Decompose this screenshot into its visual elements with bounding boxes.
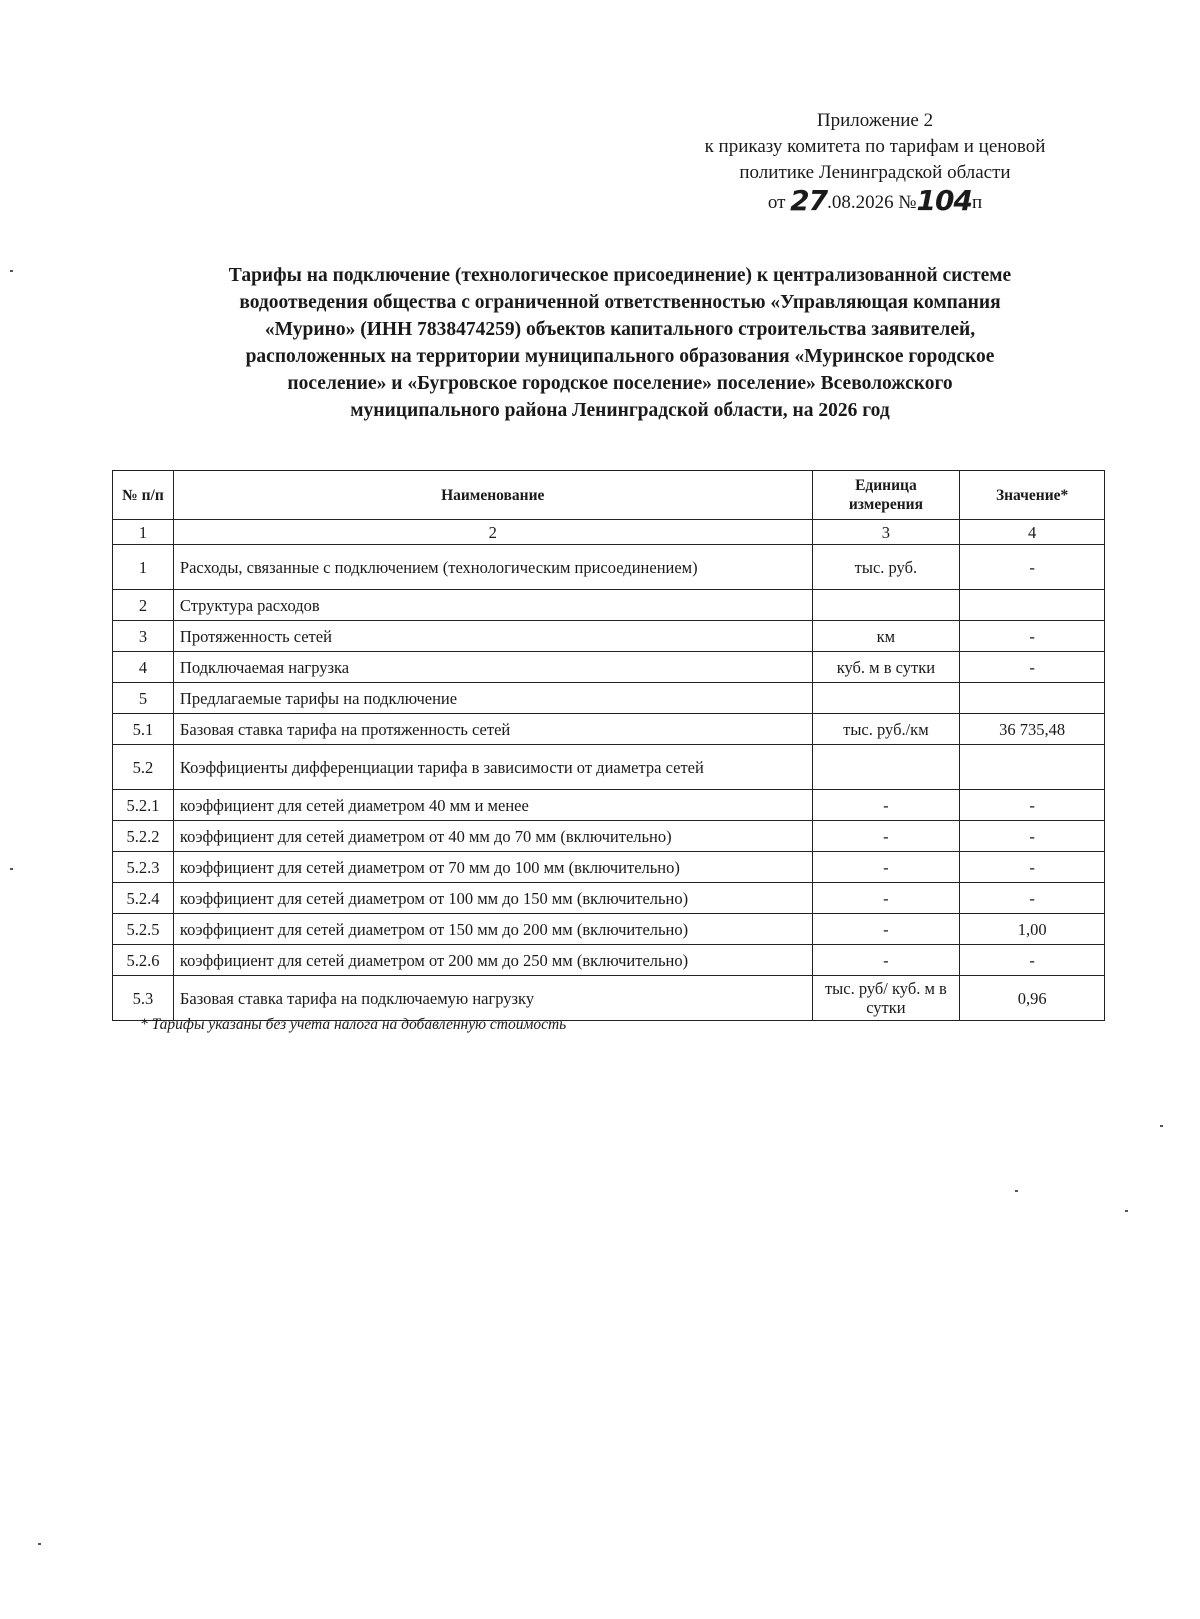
row-value: -: [960, 621, 1105, 652]
row-unit: тыс. руб./км: [812, 714, 960, 745]
scan-speck: [38, 1543, 41, 1545]
column-number: 1: [113, 520, 174, 545]
appendix-committee: политике Ленинградской области: [739, 162, 1011, 183]
row-value: [960, 745, 1105, 790]
table-row: [113, 852, 1105, 883]
row-value: 0,96: [960, 976, 1105, 1021]
row-value: 1,00: [960, 914, 1105, 945]
scan-speck: [1015, 1190, 1018, 1192]
row-num: 2: [113, 590, 174, 621]
row-value: 36 735,48: [960, 714, 1105, 745]
scan-speck: [10, 270, 13, 272]
row-num: 5.2.6: [113, 945, 174, 976]
row-unit: [812, 683, 960, 714]
row-num: 5.2.2: [113, 821, 174, 852]
table-row: [113, 945, 1105, 976]
row-unit: -: [812, 945, 960, 976]
scan-speck: [1125, 1210, 1128, 1212]
table-row: [113, 745, 1105, 790]
table-row: [113, 976, 1105, 1021]
appendix-title: Приложение 2: [816, 110, 934, 131]
appendix-date-line: [640, 186, 1110, 216]
row-unit: -: [812, 790, 960, 821]
row-name: Базовая ставка тарифа на протяженность сетей: [173, 714, 812, 745]
row-value: -: [960, 652, 1105, 683]
row-num: 5.2: [113, 745, 174, 790]
table-row: [113, 683, 1105, 714]
row-name: Структура расходов: [173, 590, 812, 621]
row-value: -: [960, 852, 1105, 883]
row-name: Расходы, связанные с подключением (технологическим присоединением): [173, 545, 812, 590]
row-name: Предлагаемые тарифы на подключение: [173, 683, 812, 714]
title-line-6: муниципального района Ленинградской области, на 2026 год: [350, 400, 890, 421]
document-title: [130, 262, 1110, 424]
table-row: [113, 821, 1105, 852]
vat-footnote: * Тарифы указаны без учета налога на добавленную стоимость: [140, 1016, 567, 1033]
title-line-5: поселение» и «Бугровское городское поселение» поселение» Всеволожского: [287, 373, 953, 394]
row-name: Базовая ставка тарифа на подключаемую нагрузку: [173, 976, 812, 1021]
table-row: [113, 621, 1105, 652]
row-num: 5.2.4: [113, 883, 174, 914]
row-name: Коэффициенты дифференциации тарифа в зависимости от диаметра сетей: [173, 745, 812, 790]
row-unit: тыс. руб/ куб. м в сутки: [812, 976, 960, 1021]
row-value: -: [960, 883, 1105, 914]
handwritten-day: 27: [790, 184, 828, 217]
row-unit: -: [812, 852, 960, 883]
appendix-order-ref: к приказу комитета по тарифам и ценовой: [704, 136, 1046, 157]
row-unit: км: [812, 621, 960, 652]
number-suffix: п: [971, 192, 983, 213]
row-name: Подключаемая нагрузка: [173, 652, 812, 683]
scan-speck: [1160, 1125, 1163, 1127]
date-rest: .08.2026 №: [827, 192, 917, 213]
header-name: Наименование: [173, 471, 812, 520]
row-num: 4: [113, 652, 174, 683]
row-num: 5.2.5: [113, 914, 174, 945]
table-row: [113, 545, 1105, 590]
row-num: 5.2.3: [113, 852, 174, 883]
row-value: -: [960, 945, 1105, 976]
row-unit: [812, 745, 960, 790]
column-numbers-row: [113, 520, 1105, 545]
row-num: 5.3: [113, 976, 174, 1021]
table-row: [113, 714, 1105, 745]
handwritten-number: 104: [916, 184, 972, 217]
table-row: [113, 652, 1105, 683]
row-name: коэффициент для сетей диаметром от 70 мм до 100 мм (включительно): [173, 852, 812, 883]
title-line-3: «Мурино» (ИНН 7838474259) объектов капитального строительства заявителей,: [264, 319, 976, 340]
column-number: 2: [173, 520, 812, 545]
row-name: коэффициент для сетей диаметром от 200 мм до 250 мм (включительно): [173, 945, 812, 976]
row-num: 5: [113, 683, 174, 714]
row-name: коэффициент для сетей диаметром от 100 мм до 150 мм (включительно): [173, 883, 812, 914]
row-unit: [812, 590, 960, 621]
row-num: 5.2.1: [113, 790, 174, 821]
row-unit: тыс. руб.: [812, 545, 960, 590]
appendix-header: [640, 108, 1110, 216]
row-value: -: [960, 790, 1105, 821]
row-value: [960, 683, 1105, 714]
table-row: [113, 883, 1105, 914]
row-unit: -: [812, 883, 960, 914]
row-num: 5.1: [113, 714, 174, 745]
date-prefix: от: [767, 192, 791, 213]
row-value: [960, 590, 1105, 621]
header-value: Значение*: [960, 471, 1105, 520]
tariffs-table: [112, 470, 1105, 1021]
title-line-4: расположенных на территории муниципального образования «Муринское городское: [245, 346, 995, 367]
row-value: -: [960, 821, 1105, 852]
row-name: Протяженность сетей: [173, 621, 812, 652]
row-name: коэффициент для сетей диаметром 40 мм и менее: [173, 790, 812, 821]
row-name: коэффициент для сетей диаметром от 150 мм до 200 мм (включительно): [173, 914, 812, 945]
table-row: [113, 590, 1105, 621]
row-unit: -: [812, 821, 960, 852]
row-unit: -: [812, 914, 960, 945]
table-row: [113, 790, 1105, 821]
header-num: № п/п: [113, 471, 174, 520]
header-unit: Единица измерения: [812, 471, 960, 520]
title-line-1: Тарифы на подключение (технологическое присоединение) к централизованной системе: [228, 265, 1012, 286]
row-unit: куб. м в сутки: [812, 652, 960, 683]
row-num: 3: [113, 621, 174, 652]
table-row: [113, 914, 1105, 945]
title-line-2: водоотведения общества с ограниченной ответственностью «Управляющая компания: [239, 292, 1001, 313]
row-name: коэффициент для сетей диаметром от 40 мм до 70 мм (включительно): [173, 821, 812, 852]
table-header-row: [113, 471, 1105, 520]
column-number: 4: [960, 520, 1105, 545]
row-value: -: [960, 545, 1105, 590]
row-num: 1: [113, 545, 174, 590]
scan-speck: [10, 868, 13, 870]
column-number: 3: [812, 520, 960, 545]
